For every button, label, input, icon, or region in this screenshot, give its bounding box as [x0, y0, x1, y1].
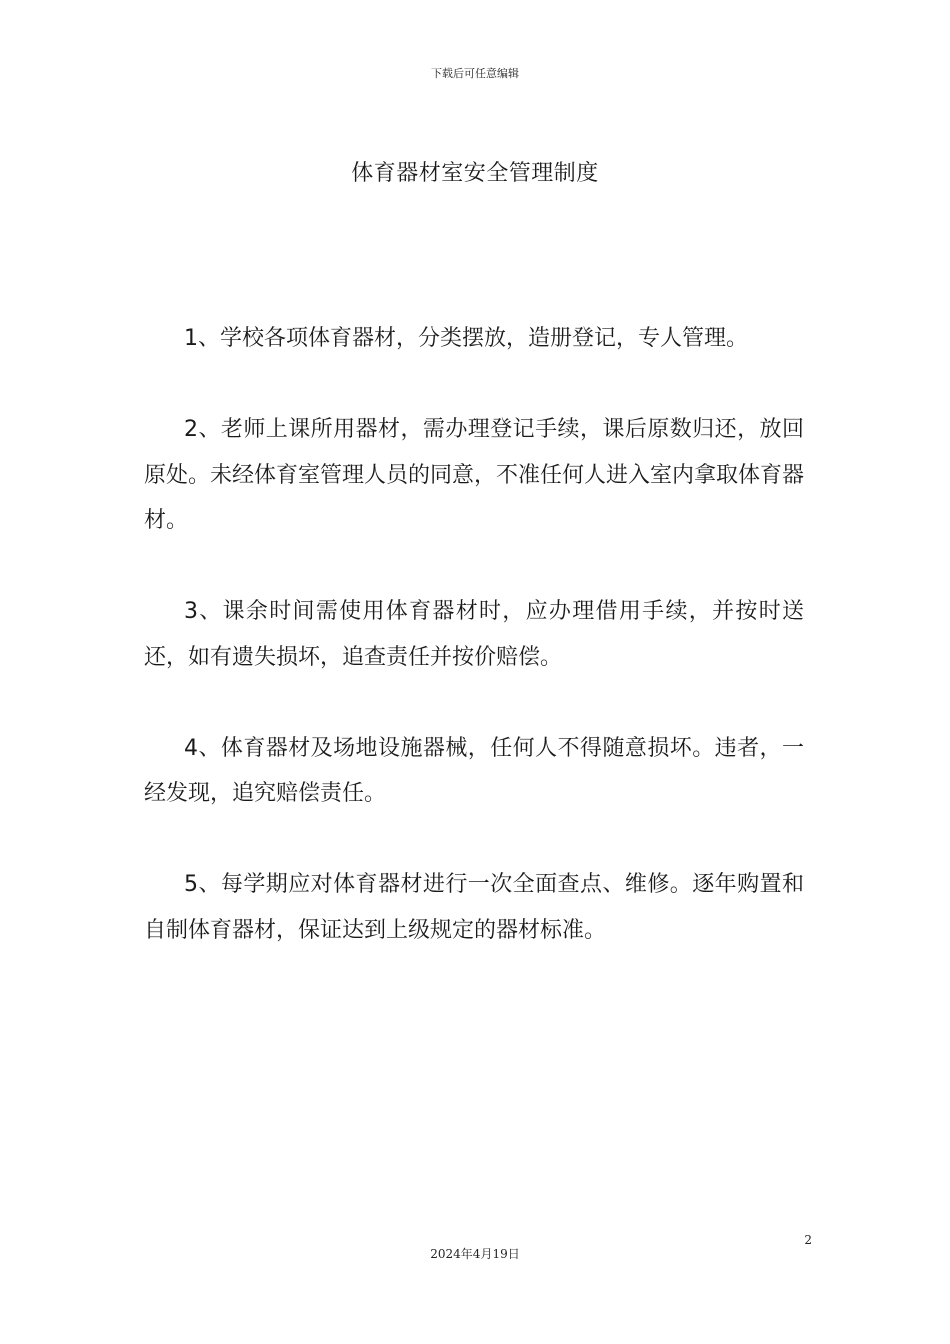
document-title: 体育器材室安全管理制度 — [351, 161, 599, 186]
paragraph-5: 5、每学期应对体育器材进行一次全面查点、维修。逐年购置和自制体育器材，保证达到上级规定的器材标准。 — [144, 872, 804, 943]
paragraph-3: 3、课余时间需使用体育器材时，应办理借用手续，并按时送还，如有遗失损坏，追查责任并按价赔偿。 — [144, 599, 804, 670]
document-body — [144, 316, 804, 999]
paragraph-4: 4、体育器材及场地设施器械，任何人不得随意损坏。违者，一经发现，追究赔偿责任。 — [144, 735, 804, 806]
footer-date: 2024年4月19日 — [430, 1247, 520, 1261]
page-number: 2 — [804, 1233, 812, 1247]
paragraph-1: 1、学校各项体育器材，分类摆放，造册登记，专人管理。 — [184, 326, 748, 351]
header-note: 下载后可任意编辑 — [431, 67, 519, 80]
paragraph-2: 2、老师上课所用器材，需办理登记手续，课后原数归还，放回原处。未经体育室管理人员的同意，不准任何人进入室内拿取体育器材。 — [144, 417, 805, 533]
